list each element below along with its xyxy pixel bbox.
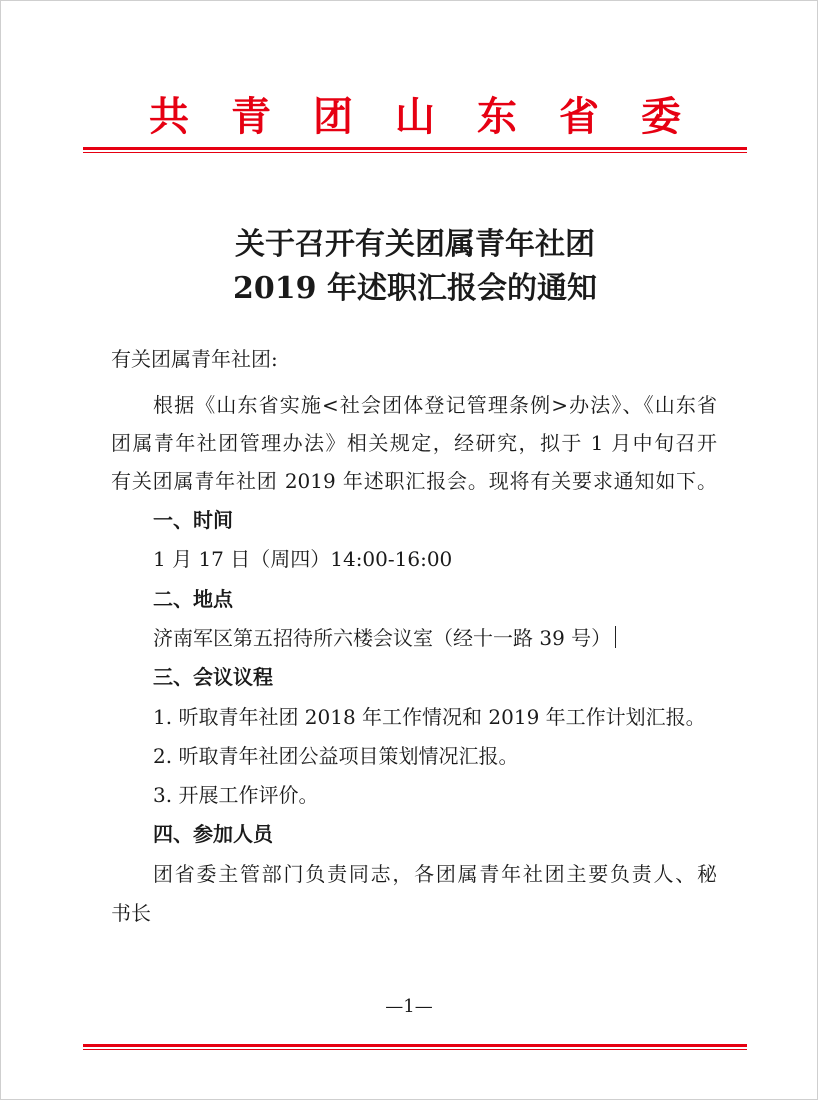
section-heading-place: 二、地点 xyxy=(153,587,233,611)
section-heading-time: 一、时间 xyxy=(153,508,233,532)
salutation: 有关团属青年社团: xyxy=(111,347,278,371)
intro-line-1: 根据《山东省实施<社会团体登记管理条例>办法》、《山东省 xyxy=(153,393,717,417)
page-number: —1— xyxy=(385,996,433,1017)
place-text: 济南军区第五招待所六楼会议室（经十一路 39 号） xyxy=(153,626,612,650)
place-text-wrap xyxy=(153,624,616,652)
text-cursor-icon xyxy=(615,626,616,648)
agenda-item-3: 3. 开展工作评价。 xyxy=(153,783,319,807)
intro-line-2: 团属青年社团管理办法》相关规定，经研究，拟于 1 月中旬召开 xyxy=(111,431,717,455)
attendees-line-1: 团省委主管部门负责同志，各团属青年社团主要负责人、秘 xyxy=(153,862,717,886)
notice-title xyxy=(83,223,747,311)
notice-title-line-2: 2019 年述职汇报会的通知 xyxy=(233,271,597,306)
agenda-item-2: 2. 听取青年社团公益项目策划情况汇报。 xyxy=(153,744,519,768)
intro-line-3: 有关团属青年社团 2019 年述职汇报会。现将有关要求通知如下。 xyxy=(111,469,717,493)
org-header-title: 共青团山东省委 xyxy=(149,93,723,140)
section-heading-agenda: 三、会议议程 xyxy=(153,665,273,689)
notice-title-line-1: 关于召开有关团属青年社团 xyxy=(235,227,595,262)
attendees-line-2: 书长 xyxy=(111,901,151,925)
agenda-item-1: 1. 听取青年社团 2018 年工作情况和 2019 年工作计划汇报。 xyxy=(153,705,706,729)
time-text: 1 月 17 日（周四）14:00-16:00 xyxy=(153,547,453,571)
header-red-rule xyxy=(83,147,747,153)
footer-red-rule xyxy=(83,1044,747,1050)
section-heading-attendees: 四、参加人员 xyxy=(153,822,273,846)
